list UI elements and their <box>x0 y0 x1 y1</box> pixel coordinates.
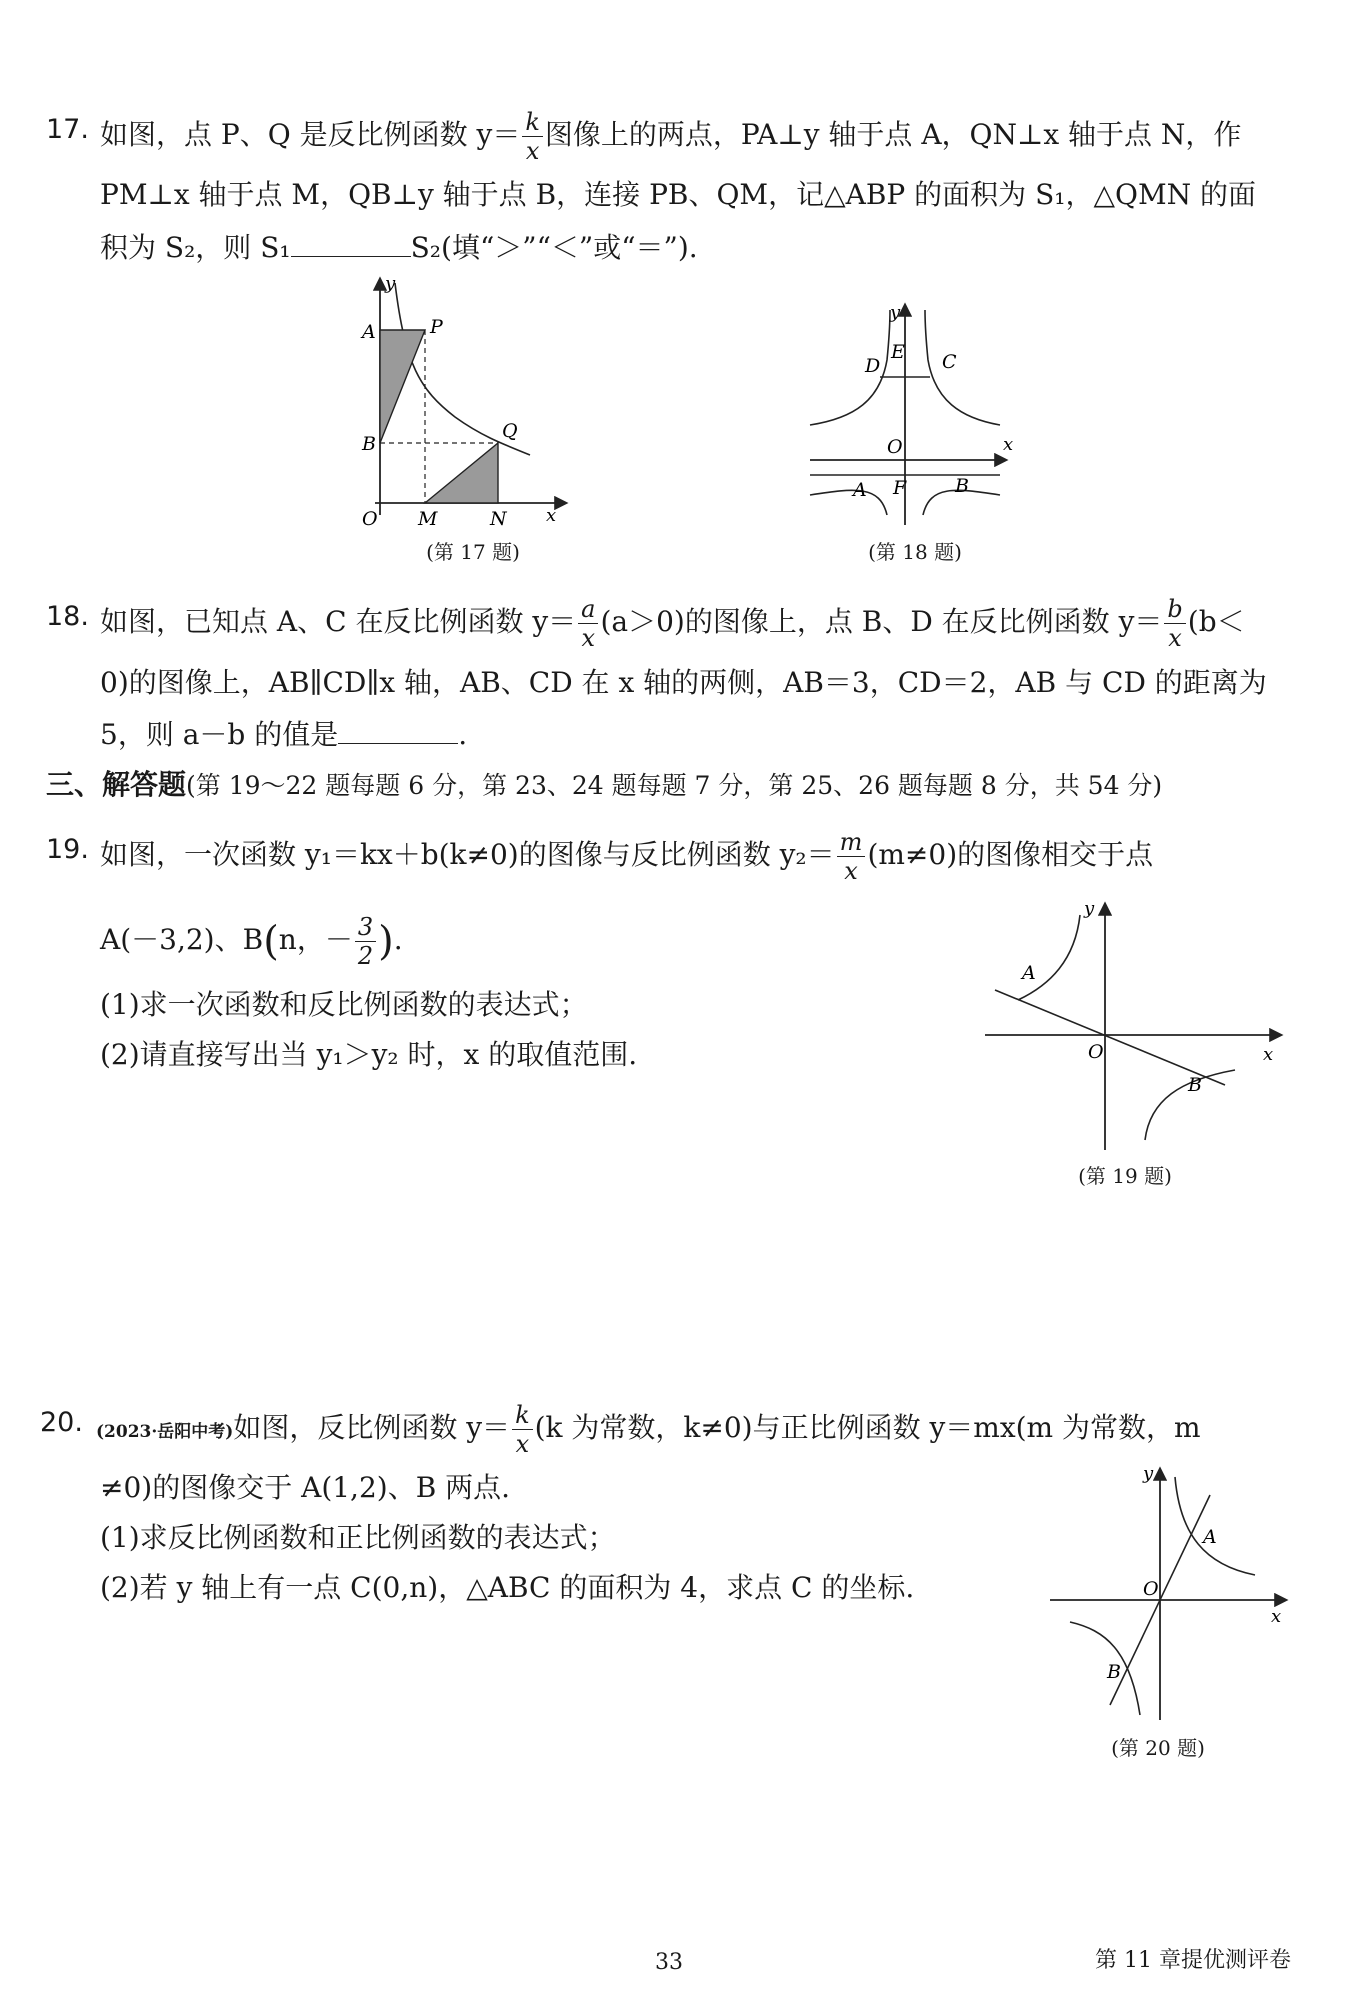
figure-18-caption: (第 18 题) <box>868 540 962 564</box>
fig17-label-O: O <box>362 508 378 530</box>
fig20-label-A: A <box>1203 1526 1217 1548</box>
fig18-label-C: C <box>942 351 957 373</box>
fig20-label-B: B <box>1107 1661 1121 1683</box>
q18-fraction-a: $\frac{a}{x}$ <box>578 597 598 650</box>
q17-line-2: PM⊥x 轴于点 M，QB⊥y 轴于点 B，连接 PB、QM，记△ABP 的面积为 S₁，△QMN 的面 <box>100 178 1257 211</box>
fig17-label-x: x <box>546 505 557 526</box>
q19-number: 19. <box>46 834 89 865</box>
section-3-heading <box>46 765 1162 806</box>
fig17-label-N: N <box>490 508 507 530</box>
chapter-footer: 第 11 章提优测评卷 <box>1095 1948 1291 1973</box>
q19-part-1: (1)求一次函数和反比例函数的表达式； <box>100 988 588 1021</box>
section-3-title: 三、解答题 <box>46 768 187 801</box>
q19-line-1: 如图，一次函数 y₁＝kx＋b(k≠0)的图像与反比例函数 y₂＝ $\frac{m}{x}$ (m≠0)的图像相交于点 <box>100 828 1154 885</box>
fig18-label-A: A <box>853 479 867 501</box>
fig19-label-A: A <box>1022 962 1036 984</box>
fig20-label-O: O <box>1143 1578 1159 1600</box>
fig17-label-A: A <box>362 321 376 343</box>
q20-line-2: ≠0)的图像交于 A(1,2)、B 两点. <box>100 1471 511 1504</box>
fig18-label-F: F <box>893 477 907 499</box>
fig20-label-x: x <box>1271 1606 1282 1627</box>
fig20-label-y: y <box>1143 1465 1154 1484</box>
fig19-label-B: B <box>1188 1074 1202 1096</box>
fig17-label-M: M <box>418 508 438 530</box>
q19-line-2: A(－3,2)、B(n，－ $\frac{3}{2}$ ). <box>100 913 403 970</box>
q20-part-1: (1)求反比例函数和正比例函数的表达式； <box>100 1521 616 1554</box>
fig18-label-D: D <box>865 355 881 377</box>
figure-17-caption: (第 17 题) <box>426 540 520 564</box>
q18-fraction-b: $\frac{b}{x}$ <box>1164 597 1185 650</box>
q18-line-1: 如图，已知点 A、C 在反比例函数 y＝ $\frac{a}{x}$ (a＞0)的图像上，点 B、D 在反比例函数 y＝ $\frac{b}{x}$ (b＜ <box>100 595 1245 652</box>
figure-20 <box>1045 1465 1295 1725</box>
fig17-label-P: P <box>430 316 443 338</box>
fig18-label-x: x <box>1003 434 1014 455</box>
q20-number: 20. <box>40 1407 83 1438</box>
figure-19-caption: (第 19 题) <box>1078 1164 1172 1188</box>
q20-source-tag: (2023·岳阳中考) <box>96 1422 234 1442</box>
q17-fraction: $\frac{k}{x}$ <box>522 110 543 163</box>
q20-line-1: (2023·岳阳中考)如图，反比例函数 y＝ $\frac{k}{x}$ (k 为常数，k≠0)与正比例函数 y＝mx(m 为常数，m <box>96 1401 1201 1458</box>
q17-number: 17. <box>46 114 89 145</box>
fig19-label-y: y <box>1084 900 1095 919</box>
q17-line-3: 积为 S₂，则 S₁ S₂(填“＞”“＜”或“＝”). <box>100 228 698 268</box>
fig19-label-O: O <box>1088 1041 1104 1063</box>
fig18-label-y: y <box>890 302 901 323</box>
q19-fraction-3-2: $\frac{3}{2}$ <box>355 915 376 968</box>
q19-part-2: (2)请直接写出当 y₁＞y₂ 时，x 的取值范围. <box>100 1038 638 1071</box>
q18-line-3: 5，则 a－b 的值是 . <box>100 715 467 755</box>
fig19-label-x: x <box>1263 1044 1274 1065</box>
figure-19 <box>980 900 1290 1155</box>
figure-18 <box>805 300 1025 530</box>
figure-20-caption: (第 20 题) <box>1111 1736 1205 1760</box>
figure-17 <box>360 275 580 530</box>
fig18-label-E: E <box>891 341 905 363</box>
q19-fraction-m: $\frac{m}{x}$ <box>837 830 866 883</box>
q20-part-2: (2)若 y 轴上有一点 C(0,n)，△ABC 的面积为 4，求点 C 的坐标. <box>100 1571 915 1604</box>
fig18-label-O: O <box>887 436 903 458</box>
fig17-label-B: B <box>362 433 376 455</box>
fig17-label-y: y <box>385 275 396 294</box>
q18-line-2: 0)的图像上，AB∥CD∥x 轴，AB、CD 在 x 轴的两侧，AB＝3，CD＝2，AB 与 CD 的距离为 <box>100 666 1267 699</box>
page-number: 33 <box>655 1950 683 1975</box>
fig17-label-Q: Q <box>502 420 518 442</box>
q17-answer-blank[interactable] <box>291 228 411 257</box>
q20-fraction-k: $\frac{k}{x}$ <box>512 1403 533 1456</box>
section-3-note: (第 19～22 题每题 6 分，第 23、24 题每题 7 分，第 25、26 题每题 8 分，共 54 分) <box>186 771 1163 800</box>
q17-line-1: 如图，点 P、Q 是反比例函数 y＝ $\frac{k}{x}$ 图像上的两点，PA⊥y 轴于点 A，QN⊥x 轴于点 N，作 <box>100 108 1242 165</box>
q18-answer-blank[interactable] <box>338 715 458 744</box>
fig18-label-B: B <box>955 475 969 497</box>
q18-number: 18. <box>46 601 89 632</box>
